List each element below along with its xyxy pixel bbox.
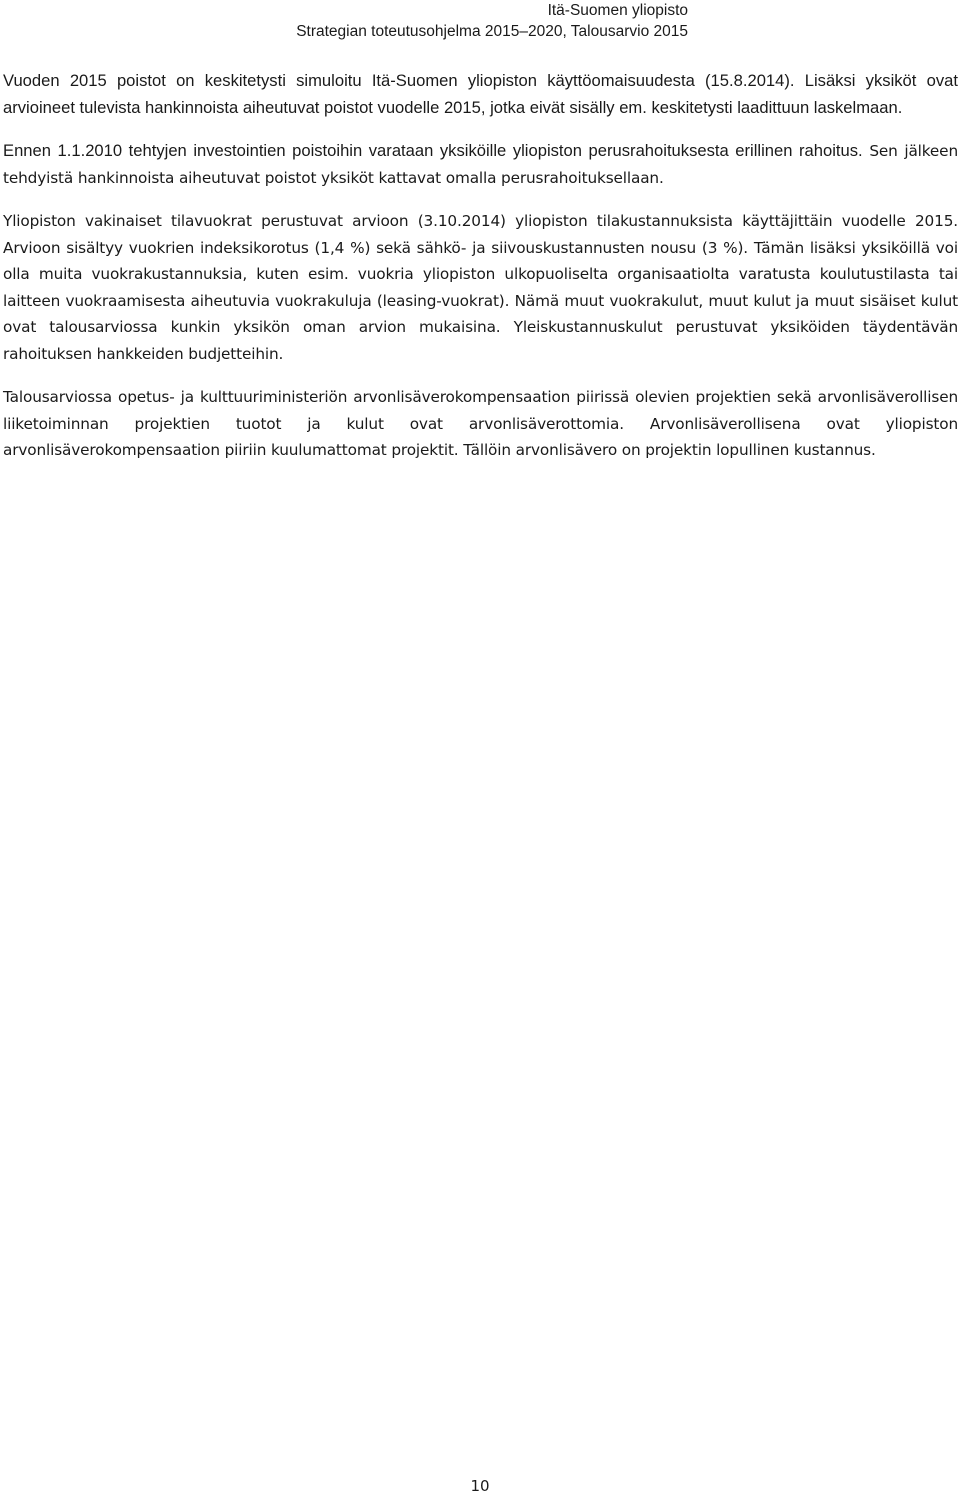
paragraph-depreciation-funding-part-a: Ennen 1.1.2010 tehtyjen investointien poistoihin varataan yksiköille yliopiston perusrahoituksesta erillinen rahoitus. (3, 141, 863, 160)
page-header (296, 0, 688, 42)
paragraph-depreciation-funding-part-b: Sen jälkeen tehdyistä hankinnoista aiheutuvat poistot yksiköt kattavat omalla perusrahoituksellaan. (3, 142, 958, 187)
header-document-title: Strategian toteutusohjelma 2015–2020, Talousarvio 2015 (296, 23, 688, 40)
page-number: 10 (470, 1477, 490, 1495)
paragraph-depreciation-funding (3, 138, 958, 191)
document-body (3, 68, 958, 481)
header-institution: Itä-Suomen yliopisto (547, 2, 688, 19)
paragraph-vat: Talousarviossa opetus- ja kulttuuriministeriön arvonlisäverokompensaation piirissä olevien projektien sekä arvonlisäverollisen liiketoiminnan projektien tuotot ja kulut ovat arvonlisäverottomia. Arvonlisäverollisena ovat yliopiston arvonlisäverokompensaation piiriin kuulumattomat projektit. Tällöin arvonlisävero on projektin lopullinen kustannus. (3, 388, 958, 459)
paragraph-rent-costs: Yliopiston vakinaiset tilavuokrat perustuvat arvioon (3.10.2014) yliopiston tilakustannuksista käyttäjittäin vuodelle 2015. Arvioon sisältyy vuokrien indeksikorotus (1,4 %) sekä sähkö- ja siivouskustannusten nousu (3 %). Tämän lisäksi yksiköillä voi olla muita vuokrakustannuksia, kuten esim. vuokria yliopiston ulkopuoliselta organisaatiolta varatusta koulutustilasta tai laitteen vuokraamisesta aiheutuvia vuokrakuluja (leasing-vuokrat). Nämä muut vuokrakulut, muut kulut ja muut sisäiset kulut ovat talousarviossa kunkin yksikön oman arvion mukaisina. Yleiskustannuskulut perustuvat yksiköiden täydentävän rahoituksen hankkeiden budjetteihin. (3, 212, 958, 363)
paragraph-depreciation-simulation: Vuoden 2015 poistot on keskitetysti simuloitu Itä-Suomen yliopiston käyttöomaisuudesta (15.8.2014). Lisäksi yksiköt ovat arvioineet tulevista hankinnoista aiheutuvat poistot vuodelle 2015, jotka eivät sisälly em. keskitetysti laadittuun laskelmaan. (3, 71, 958, 117)
